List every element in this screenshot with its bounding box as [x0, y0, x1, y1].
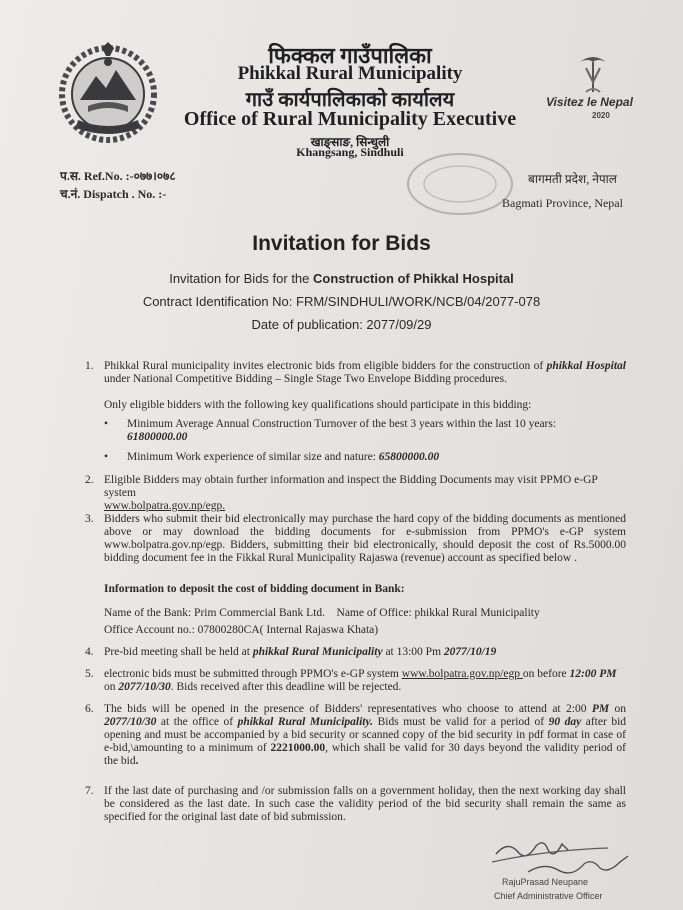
publication-date: Date of publication: 2077/09/29 — [251, 317, 432, 332]
item-6-text-d: Bids must be valid for a period of — [373, 716, 549, 728]
item-4-time: at 13:00 Pm — [382, 646, 444, 658]
municipality-name: Phikkal Rural Municipality — [237, 63, 463, 84]
turnover-value: 61800000.00 — [127, 431, 188, 443]
location: Khangsang, Sindhuli — [296, 145, 404, 159]
officer-designation: Chief Administrative Officer — [494, 891, 603, 901]
notice-title: Invitation for Bids — [252, 232, 431, 255]
item-5-text: electronic bids must be submitted through PPMO's e-GP system — [104, 668, 402, 680]
bank-line-2: Office Account no.: 07800280CA( Internal Rajaswa Khata) — [104, 624, 379, 636]
item-6-text-f: , which shall be valid for 30 days beyond the validity period of the bid — [104, 742, 626, 767]
item-number: 5. — [85, 668, 94, 680]
contract-id: Contract Identification No: FRM/SINDHULI/WORK/NCB/04/2077-078 — [142, 294, 541, 309]
item-4-place: phikkal Rural Municipality — [252, 646, 383, 658]
subtitle-prefix: Invitation for Bids for the — [169, 271, 313, 286]
item-4 — [104, 646, 626, 659]
municipality-name-nepali: फिक्कल गाउँपालिका — [268, 43, 432, 68]
officer-name: RajuPrasad Neupane — [502, 877, 589, 887]
item-1-text-b: under National Competitive Bidding – Single Stage Two Envelope Bidding procedures. — [104, 373, 508, 385]
item-1-text: Phikkal Rural municipality invites electronic bids from eligible bidders for the construction of — [104, 360, 547, 372]
item-6-place: phikkal Rural Municipality. — [237, 716, 374, 728]
item-6-text-c: at the office of — [156, 716, 238, 728]
svg-text:Visitez le Nepal: Visitez le Nepal — [546, 95, 633, 109]
item-2 — [104, 474, 626, 513]
item-6-end: . — [135, 755, 139, 767]
item-number: 4. — [85, 646, 94, 658]
bank-line-1: Name of the Bank: Prim Commercial Bank Ltd. Name of Office: phikkal Rural Municipality — [104, 607, 540, 619]
svg-text:2020: 2020 — [592, 111, 610, 120]
item-5-text-d: . Bids received after this deadline will be rejected. — [170, 681, 402, 693]
ref-label: प.स. Ref.No. :- — [60, 169, 134, 183]
item-6-amount: 2221000.00 — [270, 742, 326, 754]
item-1-project: phikkal Hospital — [546, 360, 626, 372]
item-4-date: 2077/10/19 — [443, 646, 497, 658]
province: Bagmati Province, Nepal — [502, 196, 623, 210]
bullet-turnover — [127, 418, 627, 444]
turnover-text: Minimum Average Annual Construction Turnover of the best 3 years within the last 10 years: — [127, 418, 557, 430]
item-6-date: 2077/10/30 — [104, 716, 157, 728]
item-5 — [104, 668, 626, 694]
experience-text: Minimum Work experience of similar size and nature: — [127, 451, 379, 463]
item-6-pm: PM — [591, 703, 610, 715]
office-name-nepali: गाउँ कार्यपालिकाको कार्यालय — [245, 89, 455, 111]
bank-heading: Information to deposit the cost of bidding document in Bank: — [104, 583, 405, 595]
item-5-deadline: 12:00 PM — [569, 668, 617, 680]
item-1 — [104, 360, 626, 386]
egp-link[interactable]: www.bolpatra.gov.np/egp — [401, 668, 523, 680]
notice-subtitle — [0, 271, 683, 286]
item-5-text-b: on before — [522, 668, 570, 680]
egp-link[interactable]: www.bolpatra.gov.np/egp. — [104, 500, 226, 512]
location-nepali: खाङ्साङ, सिन्धुली — [310, 135, 390, 149]
bullet-experience — [127, 451, 627, 464]
item-number: 2. — [85, 474, 94, 486]
qualification-intro: Only eligible bidders with the following key qualifications should participate in this bidding: — [104, 399, 532, 411]
experience-value: 65800000.00 — [378, 451, 440, 463]
office-name: Office of Rural Municipality Executive — [183, 108, 517, 130]
item-2-text: Eligible Bidders may obtain further information and inspect the Bidding Documents may visit PPMO e-GP system — [104, 474, 598, 499]
item-6-text: The bids will be opened in the presence of Bidders' representatives who choose to attend at 2:00 — [104, 703, 592, 715]
item-number: 3. — [85, 513, 94, 525]
reference-number — [60, 167, 176, 184]
handwritten-signature — [488, 832, 638, 882]
item-number: 1. — [85, 360, 94, 372]
item-6-text-b: on — [609, 703, 627, 715]
subtitle-project: Construction of Phikkal Hospital — [313, 271, 514, 286]
item-number: 7. — [85, 785, 94, 797]
item-6 — [104, 703, 626, 768]
item-6-text-e: after bid opening and must be accompanied by a bid security or scanned copy of the bid security in pdf format in case of e-bid,\amounting to a minimum of — [104, 716, 627, 754]
item-5-text-c: on — [104, 681, 119, 693]
dispatch-number: च.नं. Dispatch . No. :- — [60, 187, 167, 201]
office-stamp — [405, 150, 515, 218]
item-5-date: 2077/10/30 — [118, 681, 171, 693]
item-6-days: 90 day — [548, 716, 582, 728]
item-number: 6. — [85, 703, 94, 715]
ref-value: ०७७।०७८ — [133, 169, 176, 183]
bullet-icon: • — [104, 418, 109, 430]
item-3: Bidders who submit their bid electronically may purchase the hard copy of the bidding documents as mentioned above or may download the bidding documents for e-submission from PPMO's e-GP system www.bolpatra.gov.np/egp. Bidders, submitting their bid electronically, should deposit the cost of Rs.5000.00 bidding document fee in the Fikkal Rural Municipality Rajaswa (revenue) account as specified below . — [104, 513, 626, 564]
bullet-icon: • — [104, 451, 109, 463]
item-7: If the last date of purchasing and /or submission falls on a government holiday, then the next working day shall be considered as the last date. In such case the validity period of the bid security shall remain the same as specified for the original last date of bid submission. — [104, 785, 626, 823]
item-4-text: Pre-bid meeting shall be held at — [104, 646, 253, 658]
province-nepali: बागमती प्रदेश, नेपाल — [528, 172, 617, 186]
